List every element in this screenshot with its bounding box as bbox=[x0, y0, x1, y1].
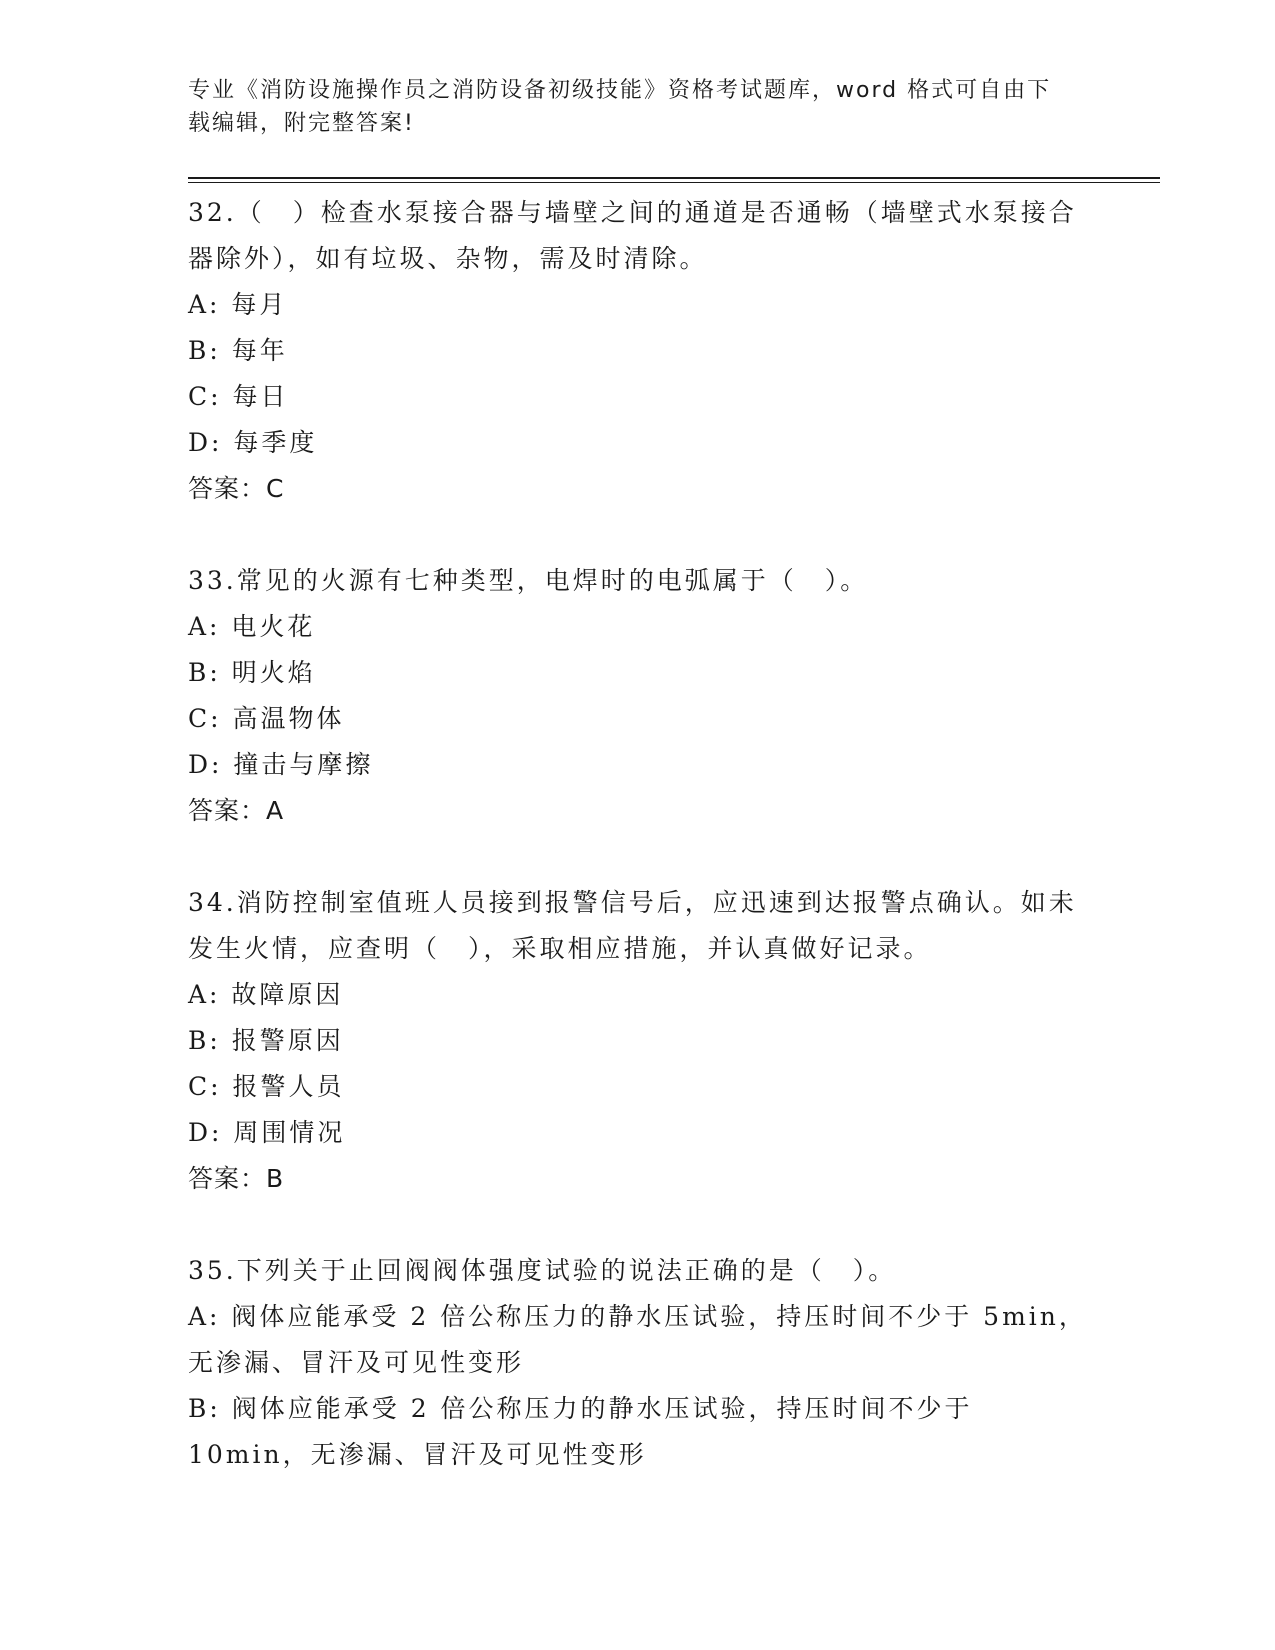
option-d: D: 周围情况 bbox=[188, 1118, 346, 1147]
question-33 bbox=[188, 558, 1088, 834]
answer-line: 答案：C bbox=[188, 474, 285, 503]
option-d: D: 撞击与摩擦 bbox=[188, 750, 374, 779]
header-divider-thick bbox=[188, 177, 1160, 179]
option-c: C: 报警人员 bbox=[188, 1072, 345, 1101]
option-a: A: 每月 bbox=[188, 290, 288, 319]
option-c: C: 高温物体 bbox=[188, 704, 345, 733]
question-34 bbox=[188, 880, 1088, 1202]
option-b: B: 每年 bbox=[188, 336, 288, 365]
question-text: 33.常见的火源有七种类型，电焊时的电弧属于（ ）。 bbox=[188, 566, 869, 595]
option-a: A: 电火花 bbox=[188, 612, 316, 641]
document-header bbox=[188, 74, 1068, 140]
answer-line: 答案：A bbox=[188, 796, 285, 825]
option-b: B: 阀体应能承受 2 倍公称压力的静水压试验，持压时间不少于 10min，无渗漏、冒汗及可见性变形 bbox=[188, 1394, 973, 1469]
option-a: A: 阀体应能承受 2 倍公称压力的静水压试验，持压时间不少于 5min，无渗漏、冒汗及可见性变形 bbox=[188, 1302, 1087, 1377]
option-b: B: 报警原因 bbox=[188, 1026, 344, 1055]
question-text: 34.消防控制室值班人员接到报警信号后，应迅速到达报警点确认。如未发生火情，应查明（ ），采取相应措施，并认真做好记录。 bbox=[188, 888, 1077, 963]
question-text: 32.（ ）检查水泵接合器与墙壁之间的通道是否通畅（墙壁式水泵接合器除外），如有垃圾、杂物，需及时清除。 bbox=[188, 198, 1077, 273]
question-text: 35.下列关于止回阀阀体强度试验的说法正确的是（ ）。 bbox=[188, 1256, 897, 1285]
option-c: C: 每日 bbox=[188, 382, 289, 411]
option-d: D: 每季度 bbox=[188, 428, 318, 457]
question-list bbox=[188, 190, 1088, 1478]
answer-line: 答案：B bbox=[188, 1164, 285, 1193]
question-35 bbox=[188, 1248, 1088, 1478]
option-b: B: 明火焰 bbox=[188, 658, 316, 687]
header-intro-text: 专业《消防设施操作员之消防设备初级技能》资格考试题库，word 格式可自由下载编辑，附完整答案! bbox=[188, 78, 1052, 136]
option-a: A: 故障原因 bbox=[188, 980, 344, 1009]
question-32 bbox=[188, 190, 1088, 512]
header-divider-thin bbox=[188, 182, 1160, 183]
